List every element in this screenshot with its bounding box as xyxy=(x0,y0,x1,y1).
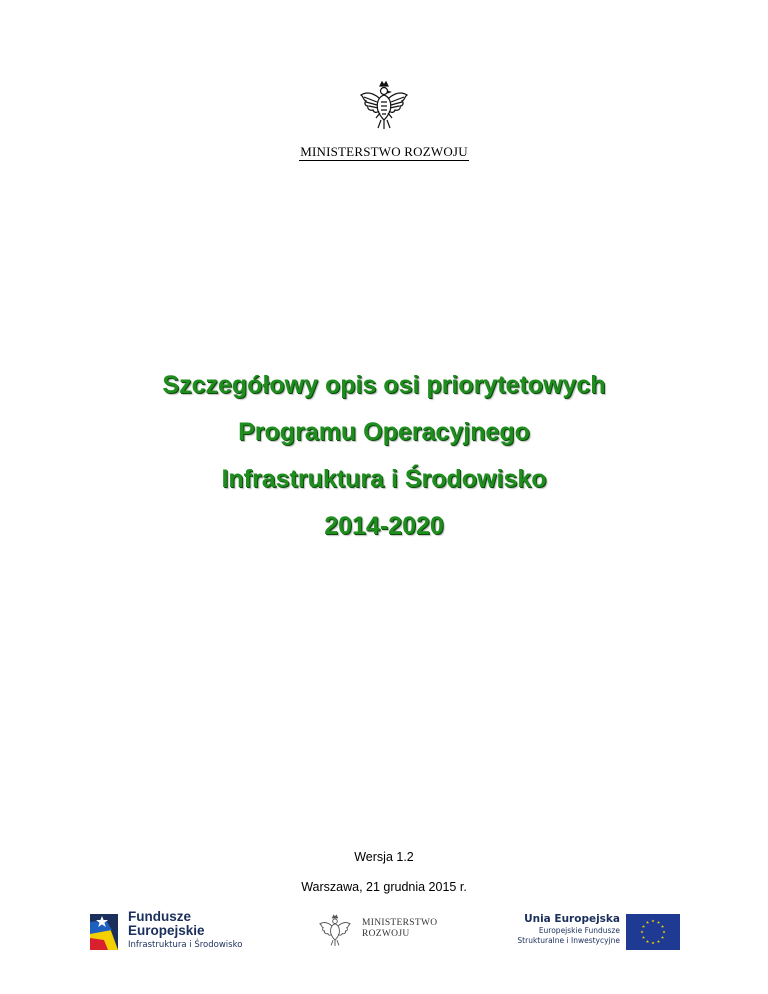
eu-logo-line2: Europejskie Fundusze xyxy=(538,926,620,935)
title-line-1: Szczegółowy opis osi priorytetowych xyxy=(162,371,606,399)
funds-logo-line3: Infrastruktura i Środowisko xyxy=(128,940,243,950)
polish-eagle-icon xyxy=(358,80,410,132)
ministry-logo xyxy=(318,912,448,952)
funds-logo-line2: Europejskie xyxy=(128,923,205,938)
eu-flag-icon xyxy=(626,914,680,950)
title-line-3: Infrastruktura i Środowisko xyxy=(221,465,547,493)
title-line-2: Programu Operacyjnego xyxy=(238,418,530,446)
fundusze-europejskie-logo xyxy=(88,908,258,954)
funds-logo-line1: Fundusze xyxy=(128,909,191,924)
eu-logo xyxy=(498,912,680,954)
document-title xyxy=(0,362,768,550)
eu-logo-line1: Unia Europejska xyxy=(524,913,620,925)
ministry-logo-line1: MINISTERSTWO xyxy=(362,918,438,928)
eu-logo-line3: Strukturalne i Inwestycyjne xyxy=(517,936,620,945)
date-label: Warszawa, 21 grudnia 2015 r. xyxy=(301,880,467,894)
ministry-logo-line2: ROZWOJU xyxy=(362,929,410,939)
title-line-4: 2014-2020 xyxy=(324,512,444,540)
fundusze-europejskie-logo-icon xyxy=(88,910,122,952)
version-label: Wersja 1.2 xyxy=(354,850,414,864)
ministry-name: MINISTERSTWO ROZWOJU xyxy=(300,144,468,159)
polish-eagle-icon xyxy=(318,912,352,950)
